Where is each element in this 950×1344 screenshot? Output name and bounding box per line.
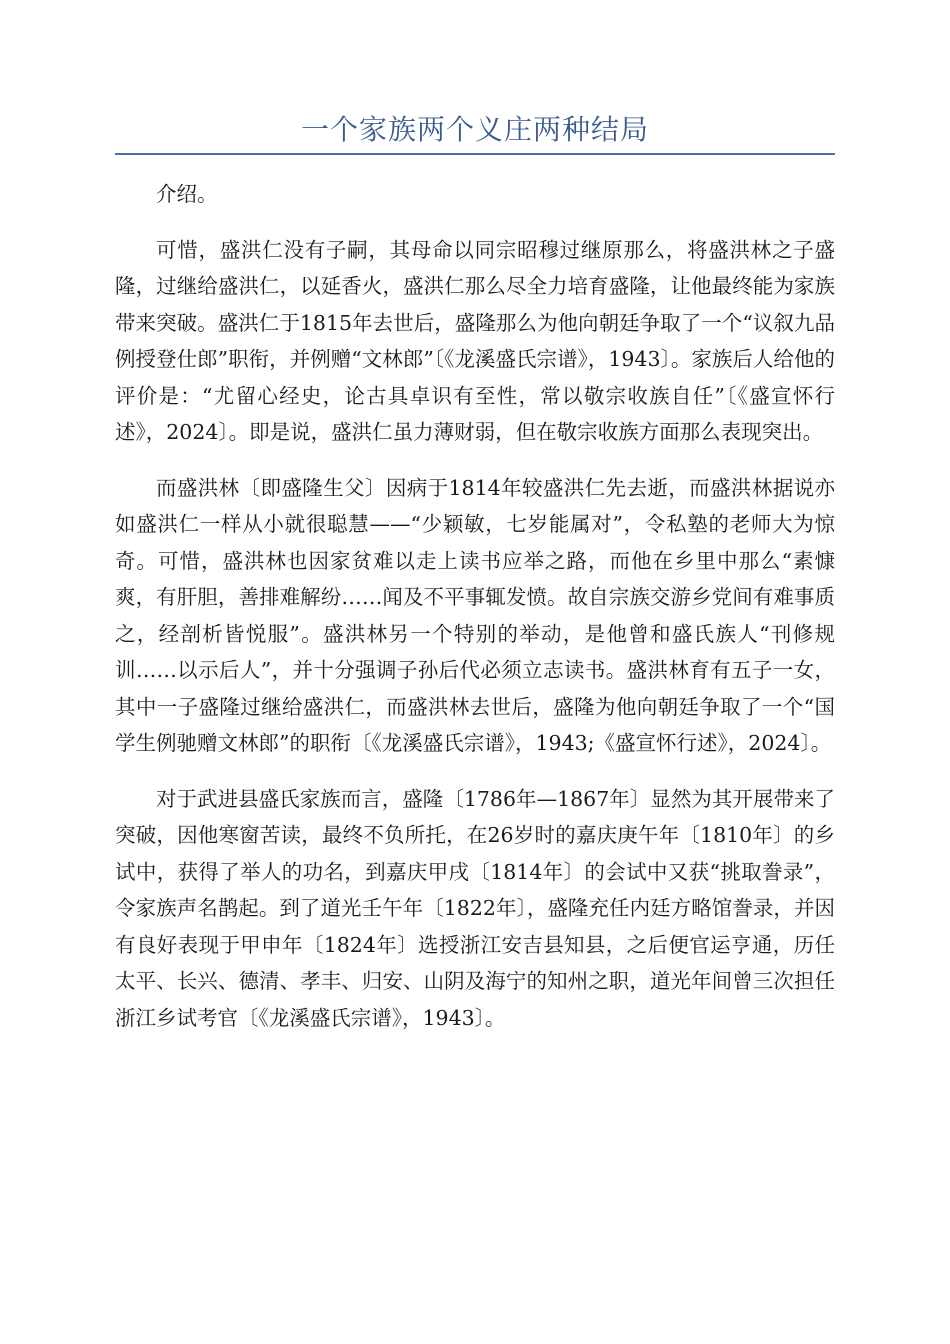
paragraph-intro: 介绍。 [156, 182, 218, 206]
paragraph-sheng-hongren: 可惜，盛洪仁没有子嗣，其母命以同宗昭穆过继原那么，将盛洪林之子盛隆，过继给盛洪仁，以延香火，盛洪仁那么尽全力培育盛隆，让他最终能为家族带来突破。盛洪仁于1815年去世后，盛隆那么为他向朝廷争取了一个“议叙九品例授登仕郎”职衔，并例赠“文林郎”〔《龙溪盛氏宗谱》，1943〕。家族后人给他的评价是：“尤留心经史，论古具卓识有至性，常以敬宗收族自任”〔《盛宣怀行述》，2024〕。即是说，盛洪仁虽力薄财弱，但在敬宗收族方面那么表现突出。 [115, 237, 835, 444]
paragraph-sheng-long: 对于武进县盛氏家族而言，盛隆〔1786年—1867年〕显然为其开展带来了突破，因他寒窗苦读，最终不负所托，在26岁时的嘉庆庚午年〔1810年〕的乡试中，获得了举人的功名，到嘉庆甲戌〔1814年〕的会试中又获“挑取誊录”，令家族声名鹊起。到了道光壬午年〔1822年〕，盛隆充任内廷方略馆誊录，并因有良好表现于甲申年〔1824年〕选授浙江安吉县知县，之后便官运亨通，历任太平、长兴、德清、孝丰、归安、山阴及海宁的知州之职，道光年间曾三次担任浙江乡试考官〔《龙溪盛氏宗谱》，1943〕。 [115, 786, 835, 1030]
paragraph-sheng-honglin: 而盛洪林〔即盛隆生父〕因病于1814年较盛洪仁先去逝，而盛洪林据说亦如盛洪仁一样从小就很聪慧——“少颖敏，七岁能属对”，令私塾的老师大为惊奇。可惜，盛洪林也因家贫难以走上读书应举之路，而他在乡里中那么“素慷爽，有肝胆，善排难解纷……闻及不平事辄发愤。故自宗族交游乡党间有难事质之，经剖析皆悦服”。盛洪林另一个特别的举动，是他曾和盛氏族人“刊修规训……以示后人”，并十分强调子孙后代必须立志读书。盛洪林育有五子一女，其中一子盛隆过继给盛洪仁，而盛洪林去世后，盛隆为他向朝廷争取了一个“国学生例驰赠文林郎”的职衔〔《龙溪盛氏宗谱》，1943;《盛宣怀行述》，2024〕。 [115, 475, 835, 755]
title-underline [115, 153, 835, 155]
document-body [115, 176, 835, 1055]
document-title: 一个家族两个义庄两种结局 [300, 113, 649, 146]
